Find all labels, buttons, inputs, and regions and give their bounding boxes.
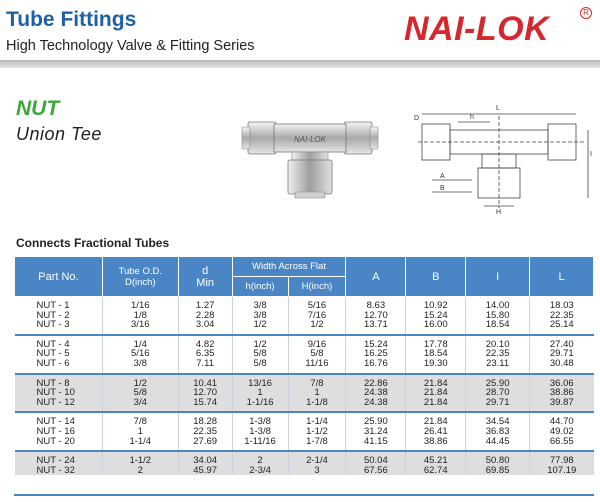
header-l: L — [530, 257, 594, 297]
cell-od: 3/4 — [102, 398, 178, 413]
cell-h-big: 5/8 — [288, 349, 346, 359]
cell-d: 45.97 — [178, 466, 232, 476]
cell-b: 10.92 — [406, 297, 466, 311]
cell-h-small: 1/2 — [232, 335, 288, 350]
cell-a: 24.38 — [346, 398, 406, 413]
cell-i: 29.71 — [466, 398, 530, 413]
cell-part: NUT - 14 — [15, 412, 103, 427]
cell-a: 16.25 — [346, 349, 406, 359]
cell-d: 27.69 — [178, 437, 232, 452]
cell-od: 1-1/4 — [102, 437, 178, 452]
cell-i: 50.80 — [466, 451, 530, 466]
table-row — [15, 451, 594, 466]
cell-a: 15.24 — [346, 335, 406, 350]
cell-h-big: 1-1/8 — [288, 398, 346, 413]
cell-i: 15.80 — [466, 311, 530, 321]
cell-h-big: 1 — [288, 388, 346, 398]
cell-d: 2.28 — [178, 311, 232, 321]
cell-a: 12.70 — [346, 311, 406, 321]
cell-a: 22.86 — [346, 374, 406, 389]
cell-b: 38.86 — [406, 437, 466, 452]
dim-label-h-big: H — [496, 209, 502, 216]
cell-h-small: 3/8 — [232, 297, 288, 311]
cell-od: 3/16 — [102, 320, 178, 335]
cell-h-big: 1-7/8 — [288, 437, 346, 452]
cell-a: 16.76 — [346, 359, 406, 374]
cell-b: 21.84 — [406, 398, 466, 413]
cell-a: 41.15 — [346, 437, 406, 452]
cell-l: 49.02 — [530, 427, 594, 437]
header-divider — [0, 60, 600, 68]
cell-l: 25.14 — [530, 320, 594, 335]
cell-od: 1/16 — [102, 297, 178, 311]
table-row — [15, 320, 594, 335]
cell-b: 17.78 — [406, 335, 466, 350]
cell-l: 22.35 — [530, 311, 594, 321]
header-width-across-flat: Width Across Flat — [232, 257, 346, 277]
cell-h-big: 1/2 — [288, 320, 346, 335]
dim-label-h-small: h — [470, 114, 474, 121]
cell-b: 21.84 — [406, 412, 466, 427]
cell-b: 15.24 — [406, 311, 466, 321]
cell-h-big: 11/16 — [288, 359, 346, 374]
table-row — [15, 359, 594, 374]
cell-i: 34.54 — [466, 412, 530, 427]
cell-part: NUT - 10 — [15, 388, 103, 398]
cell-d: 10.41 — [178, 374, 232, 389]
header-tube-od: Tube O.D. D(inch) — [102, 257, 178, 297]
cell-i: 28.70 — [466, 388, 530, 398]
cell-i: 69.85 — [466, 466, 530, 476]
page-subtitle: High Technology Valve & Fitting Series — [6, 38, 255, 54]
cell-part: NUT - 3 — [15, 320, 103, 335]
cell-l: 18.03 — [530, 297, 594, 311]
cell-part: NUT - 8 — [15, 374, 103, 389]
cell-h-small: 1-3/8 — [232, 412, 288, 427]
cell-b: 62.74 — [406, 466, 466, 476]
page-title: Tube Fittings — [6, 8, 137, 31]
table-row — [15, 412, 594, 427]
table-body — [15, 297, 594, 476]
cell-i: 44.45 — [466, 437, 530, 452]
brand-logo: NAI-LOK — [404, 10, 550, 48]
cell-h-big: 1-1/2 — [288, 427, 346, 437]
cell-h-big: 1-1/4 — [288, 412, 346, 427]
cell-part: NUT - 32 — [15, 466, 103, 476]
cell-h-small: 5/8 — [232, 349, 288, 359]
cell-i: 20.10 — [466, 335, 530, 350]
cell-od: 5/16 — [102, 349, 178, 359]
cell-d: 1.27 — [178, 297, 232, 311]
cell-h-big: 2-1/4 — [288, 451, 346, 466]
cell-h-big: 7/8 — [288, 374, 346, 389]
cell-a: 31.24 — [346, 427, 406, 437]
photo-engraving: NAI-LOK — [293, 135, 327, 144]
cell-od: 1-1/2 — [102, 451, 178, 466]
registered-mark-icon: R — [580, 7, 592, 19]
dimension-drawing — [412, 96, 596, 216]
cell-h-small: 2 — [232, 451, 288, 466]
header-b: B — [406, 257, 466, 297]
table-row — [15, 374, 594, 389]
header-part-no: Part No. — [15, 257, 103, 297]
cell-a: 8.63 — [346, 297, 406, 311]
cell-b: 18.54 — [406, 349, 466, 359]
cell-od: 1 — [102, 427, 178, 437]
cell-h-big: 9/16 — [288, 335, 346, 350]
cell-l: 30.48 — [530, 359, 594, 374]
cell-b: 26.41 — [406, 427, 466, 437]
cell-od: 1/4 — [102, 335, 178, 350]
cell-h-small: 1-11/16 — [232, 437, 288, 452]
dim-label-i: I — [590, 151, 592, 158]
dim-label-d: D — [414, 115, 420, 122]
cell-l: 44.70 — [530, 412, 594, 427]
cell-l: 39.87 — [530, 398, 594, 413]
cell-a: 25.90 — [346, 412, 406, 427]
cell-h-big: 5/16 — [288, 297, 346, 311]
cell-h-small: 1-3/8 — [232, 427, 288, 437]
cell-d: 6.35 — [178, 349, 232, 359]
product-photo — [240, 108, 380, 200]
cell-d: 4.82 — [178, 335, 232, 350]
header-h-small: h(inch) — [232, 277, 288, 297]
table-row — [15, 437, 594, 452]
cell-h-small: 13/16 — [232, 374, 288, 389]
cell-i: 25.90 — [466, 374, 530, 389]
cell-d: 7.11 — [178, 359, 232, 374]
cell-h-small: 2-3/4 — [232, 466, 288, 476]
cell-part: NUT - 1 — [15, 297, 103, 311]
cell-a: 13.71 — [346, 320, 406, 335]
table-row — [15, 297, 594, 311]
cell-b: 19.30 — [406, 359, 466, 374]
product-category: NUT — [16, 97, 60, 120]
cell-h-small: 1 — [232, 388, 288, 398]
cell-part: NUT - 5 — [15, 349, 103, 359]
cell-od: 1/2 — [102, 374, 178, 389]
cell-a: 24.38 — [346, 388, 406, 398]
cell-l: 77.98 — [530, 451, 594, 466]
cell-l: 36.06 — [530, 374, 594, 389]
header-h-big: H(inch) — [288, 277, 346, 297]
cell-part: NUT - 20 — [15, 437, 103, 452]
cell-l: 38.86 — [530, 388, 594, 398]
cell-i: 36.83 — [466, 427, 530, 437]
cell-i: 23.11 — [466, 359, 530, 374]
cell-part: NUT - 4 — [15, 335, 103, 350]
cell-od: 5/8 — [102, 388, 178, 398]
cell-i: 18.54 — [466, 320, 530, 335]
header-i: I — [466, 257, 530, 297]
cell-part: NUT - 24 — [15, 451, 103, 466]
table-row — [15, 466, 594, 476]
cell-b: 16.00 — [406, 320, 466, 335]
cell-d: 3.04 — [178, 320, 232, 335]
cell-h-big: 3 — [288, 466, 346, 476]
cell-l: 66.55 — [530, 437, 594, 452]
cell-h-small: 1/2 — [232, 320, 288, 335]
table-row — [15, 398, 594, 413]
cell-a: 67.56 — [346, 466, 406, 476]
cell-h-small: 5/8 — [232, 359, 288, 374]
dim-label-b: B — [440, 185, 445, 192]
cell-part: NUT - 12 — [15, 398, 103, 413]
table-row — [15, 335, 594, 350]
cell-d: 34.04 — [178, 451, 232, 466]
cell-a: 50.04 — [346, 451, 406, 466]
cell-i: 14.00 — [466, 297, 530, 311]
cell-b: 21.84 — [406, 374, 466, 389]
cell-od: 3/8 — [102, 359, 178, 374]
cell-od: 7/8 — [102, 412, 178, 427]
table-bottom-rule — [14, 494, 594, 496]
cell-part: NUT - 2 — [15, 311, 103, 321]
dim-label-l: L — [496, 105, 500, 112]
product-name: Union Tee — [16, 124, 102, 144]
cell-h-big: 7/16 — [288, 311, 346, 321]
cell-l: 27.40 — [530, 335, 594, 350]
cell-h-small: 3/8 — [232, 311, 288, 321]
header-d-min: d Min — [178, 257, 232, 297]
cell-i: 22.35 — [466, 349, 530, 359]
cell-l: 29.71 — [530, 349, 594, 359]
cell-d: 22.35 — [178, 427, 232, 437]
cell-od: 1/8 — [102, 311, 178, 321]
cell-part: NUT - 6 — [15, 359, 103, 374]
cell-part: NUT - 16 — [15, 427, 103, 437]
cell-od: 2 — [102, 466, 178, 476]
cell-b: 21.84 — [406, 388, 466, 398]
dim-label-a: A — [440, 173, 445, 180]
cell-h-small: 1-1/16 — [232, 398, 288, 413]
cell-b: 45.21 — [406, 451, 466, 466]
cell-l: 107.19 — [530, 466, 594, 476]
cell-d: 12.70 — [178, 388, 232, 398]
dimensions-table — [14, 256, 594, 475]
section-title: Connects Fractional Tubes — [16, 236, 170, 250]
cell-d: 15.74 — [178, 398, 232, 413]
header-a: A — [346, 257, 406, 297]
cell-d: 18.28 — [178, 412, 232, 427]
